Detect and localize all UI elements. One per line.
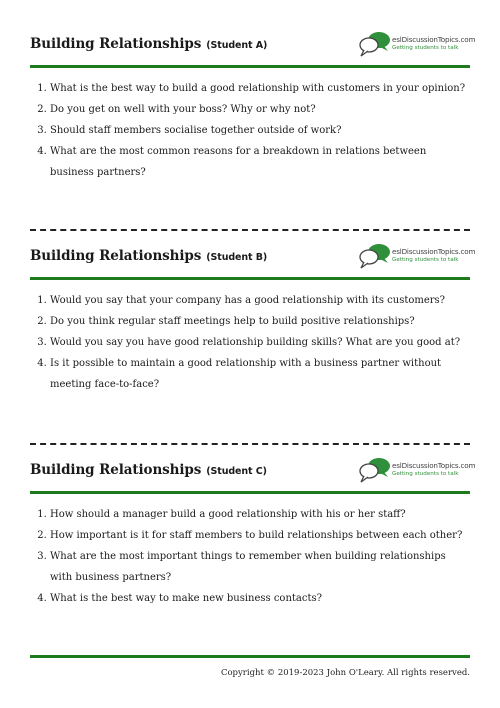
title-text: Building Relationships [30,248,202,264]
question-item: 1. Would you say that your company has a good relationship with its customers? [50,290,470,311]
logo-site-name: eslDiscussionTopics.com [392,35,476,44]
question-list [30,504,470,609]
section-header [30,30,476,60]
question-item: 2. Do you get on well with your boss? Why or why not? [50,99,470,120]
section-student-a [30,30,476,183]
speech-bubbles-icon [358,242,392,270]
section-title [30,36,267,52]
question-item: 4. Is it possible to maintain a good relationship with a business partner without meeting face-to-face? [50,353,470,395]
question-item: 3. What are the most important things to remember when building relationships with business partners? [50,546,470,588]
section-divider-rule [30,491,470,494]
question-item: 4. What are the most common reasons for a breakdown in relations between business partners? [50,141,470,183]
section-student-c [30,456,476,609]
copyright-notice: Copyright © 2019-2023 John O'Leary. All rights reserved. [220,668,470,678]
section-header [30,242,476,272]
section-title [30,248,267,264]
logo-tagline: Getting students to talk [392,471,459,477]
site-logo [358,242,476,270]
logo-site-name: eslDiscussionTopics.com [392,461,476,470]
student-label: (Student B) [206,252,268,263]
section-divider-rule [30,65,470,68]
section-student-b [30,242,476,395]
section-header [30,456,476,486]
title-text: Building Relationships [30,36,202,52]
student-label: (Student C) [206,466,267,477]
question-item: 1. How should a manager build a good relationship with his or her staff? [50,504,470,525]
cut-line [30,229,470,231]
speech-bubbles-icon [358,30,392,58]
question-item: 1. What is the best way to build a good relationship with customers in your opinion? [50,78,470,99]
site-logo [358,456,476,484]
section-divider-rule [30,277,470,280]
cut-line [30,443,470,445]
question-item: 2. Do you think regular staff meetings help to build positive relationships? [50,311,470,332]
speech-bubbles-icon [358,456,392,484]
logo-tagline: Getting students to talk [392,45,459,51]
question-item: 3. Would you say you have good relationship building skills? What are you good at? [50,332,470,353]
site-logo [358,30,476,58]
logo-tagline: Getting students to talk [392,257,459,263]
student-label: (Student A) [206,40,268,51]
question-list [30,78,470,183]
question-item: 3. Should staff members socialise together outside of work? [50,120,470,141]
footer-rule [30,655,470,658]
question-item: 4. What is the best way to make new business contacts? [50,588,470,609]
question-item: 2. How important is it for staff members to build relationships between each other? [50,525,470,546]
section-title [30,462,267,478]
title-text: Building Relationships [30,462,202,478]
logo-site-name: eslDiscussionTopics.com [392,247,476,256]
question-list [30,290,470,395]
